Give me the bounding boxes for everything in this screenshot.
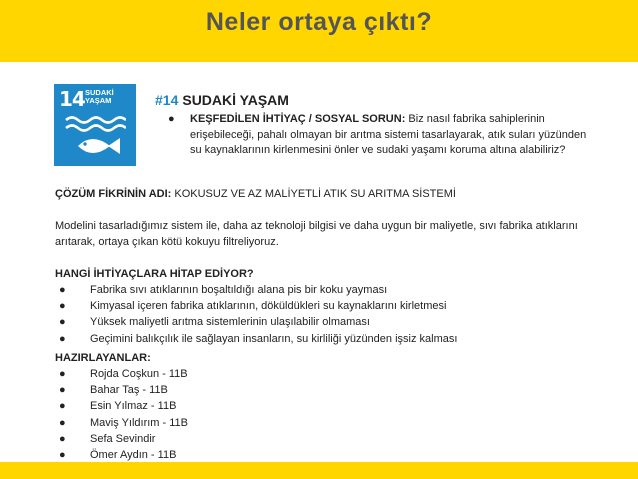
needs-heading: HANGİ İHTİYAÇLARA HİTAP EDİYOR? — [55, 268, 254, 280]
list-item — [55, 282, 595, 298]
bullet: ● — [59, 449, 66, 462]
fish-waves-icon — [64, 114, 126, 162]
team-member: Sefa Sevindir — [90, 432, 156, 445]
list-item — [55, 382, 595, 398]
team-member: Rojda Coşkun - 11B — [90, 368, 188, 380]
bullet: ● — [59, 332, 66, 345]
list-item — [55, 431, 595, 447]
need-text-block — [190, 112, 588, 159]
team-member: Esin Yılmaz - 11B — [90, 400, 177, 413]
solution-name-line — [55, 186, 595, 202]
bullet: ● — [59, 416, 66, 429]
solution-description: Modelini tasarladığımız sistem ile, daha az teknoloji bilgisi ve daha uygun bir maliyetle, sıvı fabrika atıklarını arıtarak, ortaya çıkan kötü kokuyu filtreliyoruz. — [55, 220, 578, 248]
bullet: ● — [59, 316, 66, 329]
list-item — [55, 415, 595, 431]
team-member: Maviş Yıldırım - 11B — [90, 416, 189, 429]
needs-section — [55, 266, 595, 347]
team-member: Ömer Aydın - 11B — [90, 449, 177, 462]
need-label: KEŞFEDİLEN İHTİYAÇ / SOSYAL SORUN: — [190, 113, 406, 125]
needs-item-text: Fabrika sıvı atıklarının boşaltıldığı alana pis bir koku yayması — [90, 284, 388, 296]
list-item — [55, 314, 595, 330]
team-member: Bahar Taş - 11B — [90, 384, 168, 397]
sdg-label: SUDAKİ YAŞAM — [85, 88, 114, 105]
needs-item-text: Kimyasal içeren fabrika atıklarının, döküldükleri su kaynaklarını kirletmesi — [90, 300, 447, 313]
goal-title: SUDAKİ YAŞAM — [182, 92, 289, 108]
bullet: ● — [59, 432, 66, 445]
solution-name: KOKUSUZ VE AZ MALİYETLİ ATIK SU ARITMA SİSTEMİ — [174, 188, 456, 200]
goal-heading — [155, 92, 289, 108]
page-title: Neler ortaya çıktı? — [205, 8, 433, 36]
list-item — [55, 447, 595, 463]
bullet: ● — [168, 113, 175, 125]
bullet: ● — [59, 384, 66, 397]
bullet: ● — [59, 400, 66, 413]
bullet: ● — [59, 368, 66, 380]
list-item — [55, 298, 595, 314]
bullet: ● — [59, 300, 66, 313]
needs-list — [55, 282, 595, 347]
bullet: ● — [59, 284, 66, 296]
need-item — [168, 112, 588, 159]
list-item — [55, 366, 595, 382]
solution-label: ÇÖZÜM FİKRİNİN ADI: — [55, 188, 172, 200]
list-item — [55, 331, 595, 347]
team-section — [55, 350, 595, 463]
sdg-14-badge — [54, 84, 136, 166]
team-list — [55, 366, 595, 463]
goal-number: #14 — [155, 92, 179, 108]
need-description: Biz nasıl fabrika sahiplerinin erişebileceği, pahalı olmayan bir arıtma sistemi tasarlayarak, atık suları yüzünden su kaynaklarının kirlenmesini önler ve sudaki yaşamı koruma altına alabiliriz? — [190, 113, 587, 156]
list-item — [55, 398, 595, 414]
team-heading: HAZIRLAYANLAR: — [55, 352, 151, 364]
needs-item-text: Geçimini balıkçılık ile sağlayan insanların, su kirliliği yüzünden işsiz kalması — [90, 332, 458, 345]
needs-item-text: Yüksek maliyetli arıtma sistemlerinin ulaşılabilir olmaması — [90, 316, 370, 329]
footer-bar — [0, 462, 638, 479]
sdg-number: 14 — [59, 87, 85, 111]
